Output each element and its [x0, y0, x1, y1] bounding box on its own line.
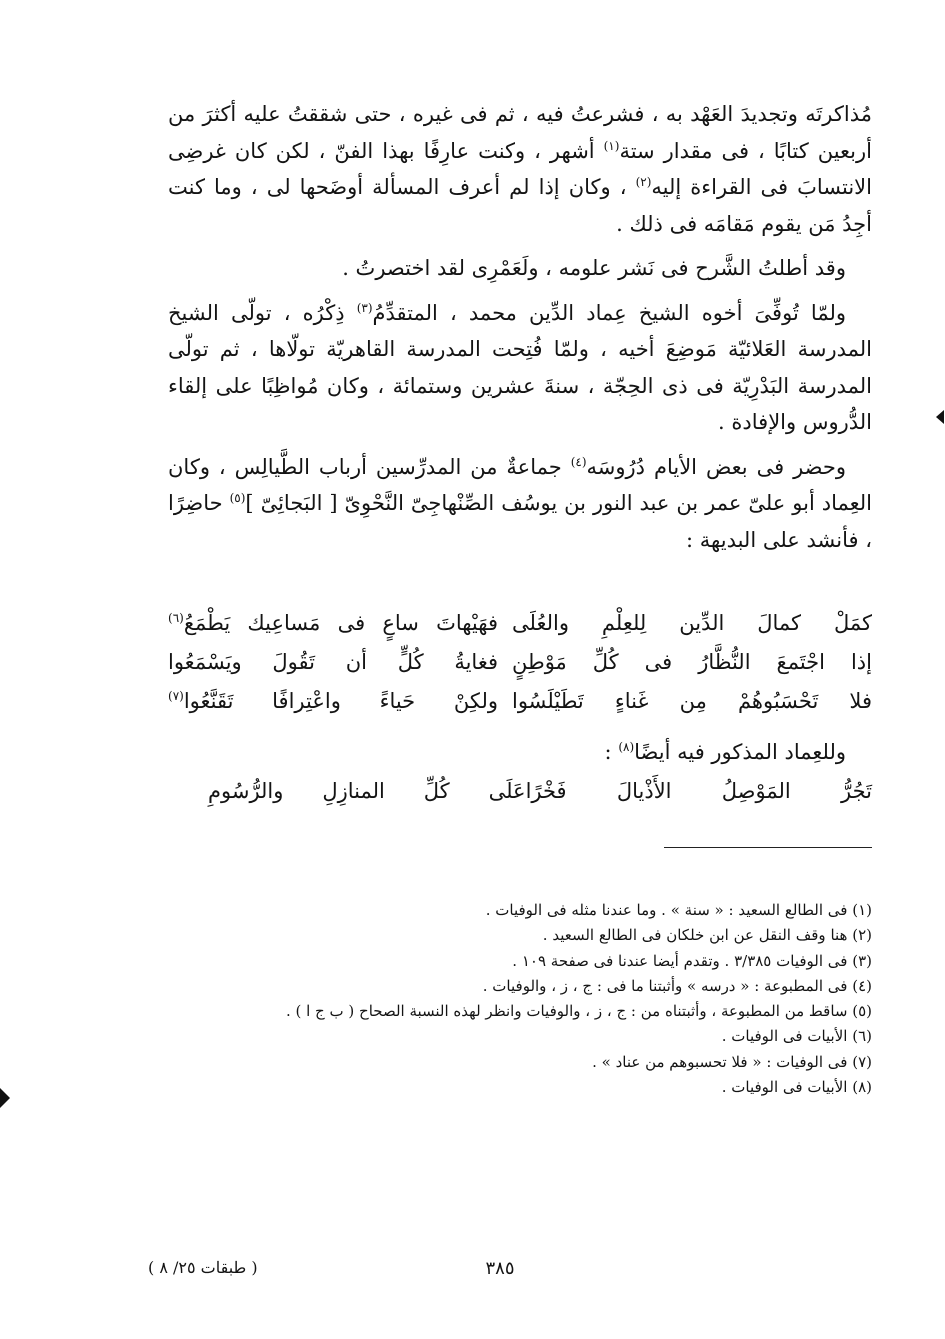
- footnote-ref-1[interactable]: (١): [603, 138, 620, 153]
- paragraph-2: وقد أطلتُ الشَّرح فى نَشر علومه ، ولَعَمْرِى لقد اختصرتُ .: [342, 256, 846, 280]
- verse-1: [168, 604, 872, 643]
- footnote-ref-6[interactable]: (٦): [168, 611, 184, 625]
- poem-intro: وللعِماد المذكور فيه أيضًا$^{(٨)}$ :: [604, 740, 846, 764]
- footnote-2: (٢) هنا وقف النقل عن ابن خلكان فى الطالع السعيد .: [542, 926, 872, 945]
- verse-3: [168, 682, 872, 721]
- verse-4: [168, 772, 872, 811]
- hemistich-second: ولكِنْ حَياءً واعْتِرافًا تَقَنَّعُوا$^{(٧)}$: [168, 689, 498, 713]
- margin-marker-icon: [0, 1088, 10, 1108]
- single-verse: [168, 772, 872, 811]
- footnote-1: (١) فى الطالع السعيد : « سنة » . وما عندنا مثله فى الوفيات .: [485, 901, 872, 919]
- footnotes: [168, 898, 872, 1100]
- footnote-7: (٧) فى الوفيات : « فلا تحسبوهم من عناد » .: [592, 1052, 872, 1071]
- paragraph-3: ولمّا تُوفِّىَ أخوه الشيخ عِماد الدِّين محمد ، المتقدِّمُ$^{(٣)}$ ذِكْرُه ، تولّى الشيخ المدرسة العَلائيّة مَوضِعَ أخيه ، ولمّا فُتِحت المدرسة القاهريّة تولّاها ، ثم تولّى المدرسة البَدْرِيّة فى ذى الحِجّة ، سنةَ عشرين وستمائة ، وكان مُواظِبًا على إلقاء الدُّروس والإفادة .: [168, 300, 872, 434]
- hemistich-first: فلا تَحْسَبُوهُمْ مِن غَناءٍ تَطَيْلَسُوا: [512, 689, 872, 713]
- hemistich-second: فغايةُ كُلٍّ أن تَقُولَ ويَسْمَعُوا: [168, 650, 498, 674]
- signature-mark: ( طبقات ٢٥/ ٨ ): [148, 1258, 258, 1277]
- paragraph-1: مُذاكرتَه وتجديدَ العَهْد به ، فشرعتُ فيه ، ثم فى غيره ، حتى شققتُ عليه أكثرَ من أربعين كتابًا ، فى مقدار ستة$^{(١)}$ أشهر ، وكنت عارِفًا بهذا الفنّ ، لكن كان غرضِى الانتسابَ فى القراءة إليه$^{(٢)}$ ، وكان إذا لم أعرف المسألة أوضَحها لى ، وما كنت أجِدُ مَن يقوم مَقامَه فى ذلك .: [168, 102, 872, 236]
- footnote-ref-7[interactable]: (٧): [168, 689, 184, 703]
- hemistich-first: تَجُرُّ المَوْصِلُ الأَذْيالَ فَخْرًا: [525, 779, 872, 803]
- page-number: ٣٨٥: [485, 1258, 515, 1279]
- footnote-ref-5[interactable]: (٥): [229, 491, 246, 505]
- footnote-8: (٨) الأبيات فى الوفيات .: [721, 1078, 872, 1097]
- paragraph-4: وحضر فى بعض الأيام دُرُوسَه$^{(٤)}$ جماعةٌ من المدرِّسين أرباب الطَّيالِس ، وكان العِماد أبو علىّ عمر بن عبد النور بن يوسُف الصِّنْهاجِىّ النَّحْوِىّ [ البَجائِىّ ]$^{(٥)}$ حاضِرًا ، فأنشد على البديهة :: [168, 454, 872, 552]
- footnote-6: (٦) الأبيات فى الوفيات .: [721, 1027, 872, 1046]
- footnote-ref-8[interactable]: (٨): [618, 740, 635, 754]
- footnote-ref-3[interactable]: (٣): [356, 300, 373, 315]
- hemistich-second: عَلَى كُلِّ المنازِلِ والرُّسُومِ: [208, 779, 526, 803]
- footnote-5: (٥) ساقط من المطبوعة ، وأثبتناه من : ج ، ز ، والوفيات وانظر لهذه النسبة الصحاح ( ب ج ا ) .: [285, 1002, 872, 1021]
- footnote-4: (٤) فى المطبوعة : « درسه » وأثبتنا ما فى : ج ، ز ، والوفيات .: [482, 976, 872, 995]
- main-text: [168, 96, 872, 558]
- margin-marker-icon: [936, 410, 944, 424]
- footnote-separator: [664, 847, 872, 848]
- hemistich-second: فهَيْهاتَ ساعٍ فى مَساعِيك يَطْمَعُ$^{(٦)}$: [168, 611, 498, 635]
- verse-2: [168, 643, 872, 682]
- poem: [168, 604, 872, 721]
- hemistich-first: كمَلْ كمالَ الدِّين لِلعِلْمِ والعُلَى: [512, 611, 872, 635]
- footnote-3: (٣) فى الوفيات ٣/٣٨٥ . وتقدم أيضا عندنا فى صفحة ١٠٩ .: [512, 951, 872, 970]
- footnote-ref-2[interactable]: (٢): [635, 175, 652, 189]
- footnote-ref-4[interactable]: (٤): [570, 454, 587, 469]
- hemistich-first: إذا اجْتَمعَ النُّظَّارُ فى كُلِّ مَوْطِنٍ: [512, 650, 872, 674]
